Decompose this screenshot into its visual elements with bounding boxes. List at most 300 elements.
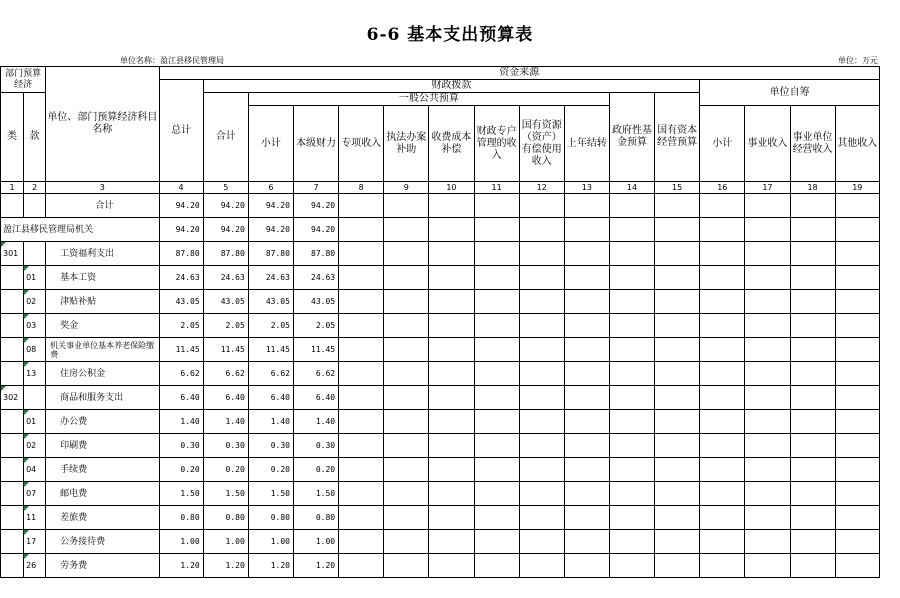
- empty-cell: [564, 386, 609, 410]
- empty-cell: [700, 506, 745, 530]
- empty-cell: [655, 314, 700, 338]
- empty-cell: [655, 458, 700, 482]
- empty-cell: [339, 194, 384, 218]
- empty-cell: [655, 506, 700, 530]
- row-lei: 301: [1, 242, 24, 266]
- empty-cell: [384, 194, 429, 218]
- empty-cell: [745, 290, 790, 314]
- empty-cell: [474, 194, 519, 218]
- row-kuan: [24, 194, 46, 218]
- empty-cell: [384, 338, 429, 362]
- column-number: 2: [24, 182, 46, 194]
- row-name: 劳务费: [46, 554, 159, 578]
- empty-cell: [339, 314, 384, 338]
- empty-cell: [474, 266, 519, 290]
- empty-cell: [384, 458, 429, 482]
- empty-cell: [700, 218, 745, 242]
- row-value-local: 1.00: [293, 530, 338, 554]
- empty-cell: [745, 530, 790, 554]
- empty-cell: [384, 530, 429, 554]
- row-value-sum: 1.20: [203, 554, 248, 578]
- row-kuan: [24, 242, 46, 266]
- empty-cell: [519, 482, 564, 506]
- empty-cell: [790, 194, 835, 218]
- empty-cell: [564, 314, 609, 338]
- row-value-total: 6.62: [159, 362, 203, 386]
- table-row: [1, 554, 880, 578]
- row-lei: 302: [1, 386, 24, 410]
- empty-cell: [384, 434, 429, 458]
- empty-cell: [564, 218, 609, 242]
- row-value-local: 87.80: [293, 242, 338, 266]
- empty-cell: [519, 410, 564, 434]
- page-title: 6-6 基本支出预算表: [366, 25, 534, 45]
- empty-cell: [835, 266, 879, 290]
- empty-cell: [835, 434, 879, 458]
- empty-cell: [519, 434, 564, 458]
- empty-cell: [519, 362, 564, 386]
- empty-cell: [564, 410, 609, 434]
- cell-marker: [24, 458, 29, 463]
- table-row: [1, 386, 880, 410]
- table-row: [1, 434, 880, 458]
- special-income-header: 专项收入: [339, 106, 384, 182]
- empty-cell: [384, 482, 429, 506]
- cell-marker: [24, 554, 29, 559]
- empty-cell: [835, 338, 879, 362]
- subtotal-header: 小计: [248, 106, 293, 182]
- empty-cell: [655, 242, 700, 266]
- column-number: 12: [519, 182, 564, 194]
- empty-cell: [609, 554, 654, 578]
- empty-cell: [339, 290, 384, 314]
- empty-cell: [655, 218, 700, 242]
- row-value-sum: 1.00: [203, 530, 248, 554]
- empty-cell: [339, 338, 384, 362]
- fiscal-header: 财政拨款: [203, 80, 700, 93]
- column-number: 3: [46, 182, 159, 194]
- empty-cell: [384, 410, 429, 434]
- cell-marker: [24, 434, 29, 439]
- state-assets-header: 国有资源（资产）有偿使用收入: [519, 106, 564, 182]
- empty-cell: [609, 338, 654, 362]
- empty-cell: [790, 362, 835, 386]
- row-value-sum: 0.30: [203, 434, 248, 458]
- row-value-sum: 94.20: [203, 218, 248, 242]
- empty-cell: [700, 362, 745, 386]
- lei-header: 类: [1, 93, 24, 182]
- fee-compensation-header: 收费成本补偿: [429, 106, 474, 182]
- empty-cell: [564, 194, 609, 218]
- empty-cell: [790, 218, 835, 242]
- row-name: 邮电费: [46, 482, 159, 506]
- row-value-local: 1.50: [293, 482, 338, 506]
- row-value-sum: 11.45: [203, 338, 248, 362]
- law-enforcement-header: 执法办案补助: [384, 106, 429, 182]
- empty-cell: [519, 218, 564, 242]
- budget-table: [0, 66, 880, 578]
- empty-cell: [655, 482, 700, 506]
- empty-cell: [700, 482, 745, 506]
- row-value-sub: 1.40: [248, 410, 293, 434]
- row-lei: [1, 290, 24, 314]
- empty-cell: [339, 554, 384, 578]
- empty-cell: [519, 290, 564, 314]
- row-kuan: 02: [24, 290, 46, 314]
- empty-cell: [609, 410, 654, 434]
- row-kuan: 17: [24, 530, 46, 554]
- empty-cell: [564, 482, 609, 506]
- row-value-total: 0.80: [159, 506, 203, 530]
- row-value-sub: 1.20: [248, 554, 293, 578]
- empty-cell: [835, 554, 879, 578]
- last-year-header: 上年结转: [564, 106, 609, 182]
- business-income-header: 事业收入: [745, 106, 790, 182]
- column-number: 6: [248, 182, 293, 194]
- row-value-sub: 1.50: [248, 482, 293, 506]
- empty-cell: [384, 242, 429, 266]
- cell-marker: [24, 410, 29, 415]
- empty-cell: [429, 338, 474, 362]
- empty-cell: [835, 482, 879, 506]
- general-public-header: 一般公共预算: [248, 93, 609, 106]
- table-row: [1, 290, 880, 314]
- column-number: 15: [655, 182, 700, 194]
- row-value-local: 94.20: [293, 194, 338, 218]
- row-kuan: 26: [24, 554, 46, 578]
- cell-marker: [1, 386, 6, 391]
- row-value-total: 1.20: [159, 554, 203, 578]
- row-value-total: 1.40: [159, 410, 203, 434]
- empty-cell: [564, 362, 609, 386]
- empty-cell: [700, 290, 745, 314]
- empty-cell: [790, 482, 835, 506]
- empty-cell: [429, 482, 474, 506]
- empty-cell: [519, 554, 564, 578]
- empty-cell: [564, 242, 609, 266]
- empty-cell: [745, 314, 790, 338]
- table-row: [1, 218, 880, 242]
- row-value-total: 6.40: [159, 386, 203, 410]
- cell-marker: [24, 314, 29, 319]
- row-value-sum: 94.20: [203, 194, 248, 218]
- empty-cell: [339, 482, 384, 506]
- row-lei: [1, 338, 24, 362]
- row-lei: [1, 410, 24, 434]
- unit-name-label: 单位名称：盈江县移民管理局: [120, 56, 224, 65]
- empty-cell: [519, 194, 564, 218]
- empty-cell: [429, 218, 474, 242]
- empty-cell: [474, 506, 519, 530]
- empty-cell: [790, 458, 835, 482]
- empty-cell: [474, 290, 519, 314]
- empty-cell: [429, 506, 474, 530]
- row-value-sum: 1.40: [203, 410, 248, 434]
- empty-cell: [384, 266, 429, 290]
- row-value-sub: 87.80: [248, 242, 293, 266]
- empty-cell: [384, 362, 429, 386]
- empty-cell: [745, 482, 790, 506]
- empty-cell: [790, 386, 835, 410]
- empty-cell: [745, 386, 790, 410]
- row-value-sum: 0.80: [203, 506, 248, 530]
- table-row: [1, 530, 880, 554]
- empty-cell: [474, 458, 519, 482]
- fund-source-header: 资金来源: [159, 67, 879, 80]
- empty-cell: [474, 410, 519, 434]
- dept-budget-class-header: 部门预算经济: [1, 67, 46, 93]
- cell-marker: [24, 338, 29, 343]
- row-lei: [1, 362, 24, 386]
- empty-cell: [429, 290, 474, 314]
- column-number: 1: [1, 182, 24, 194]
- cell-marker: [24, 290, 29, 295]
- empty-cell: [474, 386, 519, 410]
- empty-cell: [700, 410, 745, 434]
- empty-cell: [700, 266, 745, 290]
- row-name: 商品和服务支出: [46, 386, 159, 410]
- empty-cell: [564, 506, 609, 530]
- empty-cell: [609, 362, 654, 386]
- table-row: [1, 194, 880, 218]
- name-header: 单位、部门预算经济科目名称: [46, 67, 159, 182]
- row-value-sub: 24.63: [248, 266, 293, 290]
- row-kuan: 01: [24, 266, 46, 290]
- row-lei: [1, 506, 24, 530]
- empty-cell: [655, 290, 700, 314]
- empty-cell: [700, 458, 745, 482]
- empty-cell: [564, 554, 609, 578]
- row-lei: [1, 434, 24, 458]
- empty-cell: [745, 338, 790, 362]
- empty-cell: [609, 506, 654, 530]
- empty-cell: [609, 194, 654, 218]
- table-row: [1, 506, 880, 530]
- table-row: [1, 410, 880, 434]
- empty-cell: [609, 314, 654, 338]
- cell-marker: [24, 362, 29, 367]
- empty-cell: [429, 266, 474, 290]
- empty-cell: [655, 362, 700, 386]
- empty-cell: [609, 386, 654, 410]
- empty-cell: [429, 458, 474, 482]
- empty-cell: [384, 218, 429, 242]
- row-value-total: 43.05: [159, 290, 203, 314]
- row-lei: [1, 194, 24, 218]
- row-kuan: 03: [24, 314, 46, 338]
- empty-cell: [519, 386, 564, 410]
- row-value-sub: 2.05: [248, 314, 293, 338]
- empty-cell: [745, 410, 790, 434]
- row-kuan: 07: [24, 482, 46, 506]
- empty-cell: [790, 530, 835, 554]
- empty-cell: [429, 314, 474, 338]
- empty-cell: [519, 458, 564, 482]
- table-row: [1, 482, 880, 506]
- empty-cell: [339, 410, 384, 434]
- empty-cell: [700, 242, 745, 266]
- unit-label: 单位：万元: [838, 56, 878, 65]
- empty-cell: [609, 242, 654, 266]
- empty-cell: [429, 362, 474, 386]
- row-name: 工资福利支出: [46, 242, 159, 266]
- row-value-local: 24.63: [293, 266, 338, 290]
- empty-cell: [609, 458, 654, 482]
- cell-marker: [24, 530, 29, 535]
- empty-cell: [790, 554, 835, 578]
- empty-cell: [745, 458, 790, 482]
- fiscal-account-header: 财政专户管理的收入: [474, 106, 519, 182]
- empty-cell: [835, 194, 879, 218]
- empty-cell: [790, 266, 835, 290]
- row-value-total: 24.63: [159, 266, 203, 290]
- row-value-sum: 0.20: [203, 458, 248, 482]
- empty-cell: [655, 266, 700, 290]
- empty-cell: [339, 434, 384, 458]
- empty-cell: [655, 194, 700, 218]
- empty-cell: [700, 338, 745, 362]
- row-name: 手续费: [46, 458, 159, 482]
- table-row: [1, 314, 880, 338]
- row-kuan: 08: [24, 338, 46, 362]
- empty-cell: [745, 242, 790, 266]
- row-name: 奖金: [46, 314, 159, 338]
- table-row: [1, 458, 880, 482]
- row-value-sum: 2.05: [203, 314, 248, 338]
- empty-cell: [564, 434, 609, 458]
- empty-cell: [655, 386, 700, 410]
- table-row: [1, 362, 880, 386]
- column-number: 16: [700, 182, 745, 194]
- empty-cell: [474, 362, 519, 386]
- row-value-sub: 94.20: [248, 218, 293, 242]
- row-value-local: 0.30: [293, 434, 338, 458]
- row-name: 机关事业单位基本养老保险缴费: [46, 338, 159, 362]
- row-value-sum: 1.50: [203, 482, 248, 506]
- empty-cell: [700, 386, 745, 410]
- other-income-header: 其他收入: [835, 106, 879, 182]
- column-number: 17: [745, 182, 790, 194]
- empty-cell: [835, 530, 879, 554]
- column-number: 18: [790, 182, 835, 194]
- empty-cell: [384, 314, 429, 338]
- business-unit-header: 事业单位经营收入: [790, 106, 835, 182]
- row-lei: [1, 266, 24, 290]
- row-value-sum: 6.62: [203, 362, 248, 386]
- empty-cell: [790, 242, 835, 266]
- sum-header: 合计: [203, 93, 248, 182]
- empty-cell: [609, 530, 654, 554]
- empty-cell: [519, 530, 564, 554]
- empty-cell: [474, 338, 519, 362]
- empty-cell: [474, 434, 519, 458]
- empty-cell: [835, 362, 879, 386]
- empty-cell: [339, 506, 384, 530]
- empty-cell: [835, 290, 879, 314]
- row-value-local: 2.05: [293, 314, 338, 338]
- empty-cell: [609, 434, 654, 458]
- empty-cell: [429, 386, 474, 410]
- empty-cell: [474, 218, 519, 242]
- row-value-sum: 6.40: [203, 386, 248, 410]
- empty-cell: [790, 338, 835, 362]
- empty-cell: [700, 530, 745, 554]
- empty-cell: [745, 434, 790, 458]
- empty-cell: [745, 266, 790, 290]
- empty-cell: [384, 290, 429, 314]
- empty-cell: [519, 338, 564, 362]
- column-number: 8: [339, 182, 384, 194]
- gov-fund-header: 政府性基金预算: [609, 93, 654, 182]
- row-kuan: 11: [24, 506, 46, 530]
- empty-cell: [519, 242, 564, 266]
- empty-cell: [790, 434, 835, 458]
- total-header: 总计: [159, 80, 203, 182]
- empty-cell: [835, 410, 879, 434]
- row-value-sum: 24.63: [203, 266, 248, 290]
- empty-cell: [700, 194, 745, 218]
- empty-cell: [564, 530, 609, 554]
- column-number: 7: [293, 182, 338, 194]
- empty-cell: [835, 218, 879, 242]
- empty-cell: [609, 266, 654, 290]
- row-value-local: 94.20: [293, 218, 338, 242]
- cell-marker: [1, 242, 6, 247]
- row-kuan: 01: [24, 410, 46, 434]
- empty-cell: [339, 386, 384, 410]
- row-value-total: 11.45: [159, 338, 203, 362]
- self-subtotal-header: 小计: [700, 106, 745, 182]
- empty-cell: [429, 530, 474, 554]
- empty-cell: [790, 314, 835, 338]
- row-value-sub: 6.40: [248, 386, 293, 410]
- row-name: 办公费: [46, 410, 159, 434]
- empty-cell: [564, 266, 609, 290]
- empty-cell: [429, 242, 474, 266]
- empty-cell: [655, 338, 700, 362]
- empty-cell: [384, 506, 429, 530]
- empty-cell: [835, 314, 879, 338]
- empty-cell: [474, 482, 519, 506]
- empty-cell: [835, 386, 879, 410]
- row-kuan: 02: [24, 434, 46, 458]
- column-number: 4: [159, 182, 203, 194]
- empty-cell: [700, 314, 745, 338]
- column-number: 14: [609, 182, 654, 194]
- empty-cell: [339, 362, 384, 386]
- empty-cell: [700, 554, 745, 578]
- row-value-sub: 43.05: [248, 290, 293, 314]
- empty-cell: [700, 434, 745, 458]
- row-value-sub: 11.45: [248, 338, 293, 362]
- empty-cell: [609, 482, 654, 506]
- column-number: 13: [564, 182, 609, 194]
- row-name: 差旅费: [46, 506, 159, 530]
- empty-cell: [745, 506, 790, 530]
- column-number: 10: [429, 182, 474, 194]
- row-value-sum: 87.80: [203, 242, 248, 266]
- row-lei: [1, 458, 24, 482]
- row-kuan: [24, 386, 46, 410]
- row-lei: [1, 314, 24, 338]
- row-value-local: 43.05: [293, 290, 338, 314]
- row-value-sub: 0.20: [248, 458, 293, 482]
- row-value-total: 1.00: [159, 530, 203, 554]
- row-value-total: 2.05: [159, 314, 203, 338]
- empty-cell: [655, 410, 700, 434]
- cell-marker: [24, 482, 29, 487]
- empty-cell: [429, 434, 474, 458]
